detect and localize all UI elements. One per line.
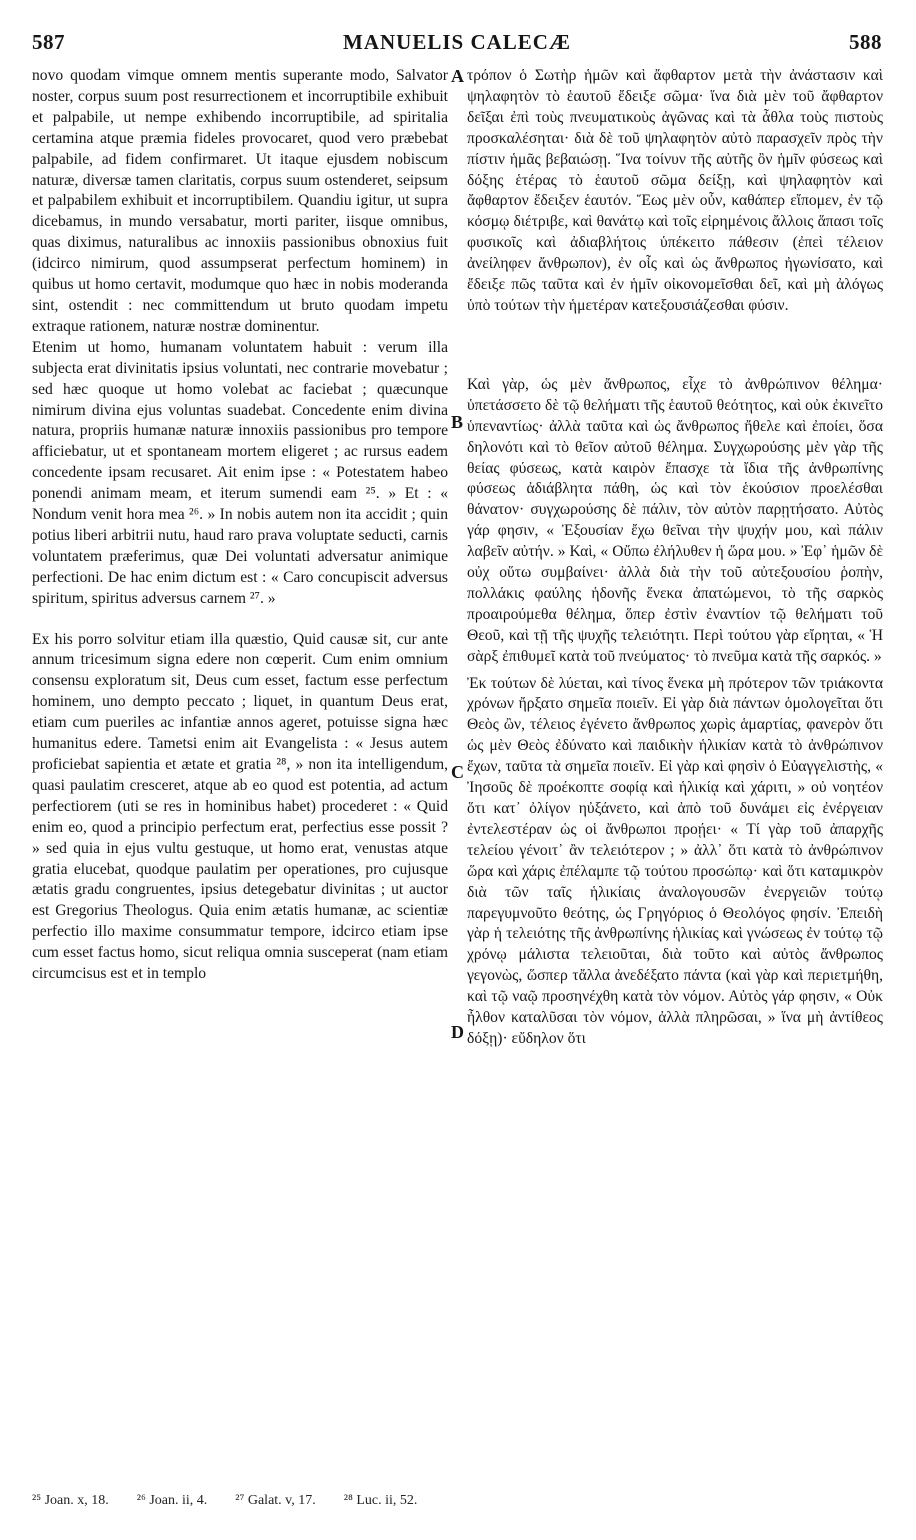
footnote: ²⁶ Joan. ii, 4. <box>136 1493 208 1508</box>
latin-paragraph: novo quodam vimque omnem mentis superante modo, Salvator noster, corpus suum post resurrectionem et incorruptibile exhibuit et palpabile, ut nempe exhibendo incorruptibile, ad spiritalia certamina atque præmia fideles provocaret, quod vero præbebat palpabile, ad fidem confirmaret. Ut itaque ejusdem nobiscum naturæ, diversæ tamen claritatis, corpus suum ostenderet, seipsum et palpabilem exhibuit et incorruptibilem. Quandiu igitur, ut supra dicebamus, in mundo versabatur, morti pariter, iisque omnibus, quas diximus, naturalibus ac innoxiis passionibus obnoxius fuit (idcirco nimirum, quod assumpserat perfectum hominem) in quibus ut homo certavit, modumque quo hæc in nobis moderanda sint, ostendit : nec committendum ut bruto quodam impetu extraque rationem, naturæ nostræ dominentur. <box>32 67 448 335</box>
footnote: ²⁷ Galat. v, 17. <box>235 1493 316 1508</box>
running-header <box>32 30 882 64</box>
greek-column <box>467 66 883 1050</box>
latin-paragraph: Ex his porro solvitur etiam illa quæstio, Quid causæ sit, cur ante annum tricesimum signa edere non cœperit. Cum enim omnium consensu exploratum sit, Deus cum esset, factum esse perfectum hominem, uno dempto peccato ; liquet, in quantum Deus erat, etiam cum pueriles ac infantiæ annos ageret, potuisse signa hæc humanitus edere. Tametsi enim ait Evangelista : « Jesus autem proficiebat sapientia et ætate et gratia ²⁸, » non ita intelligendum, quasi paulatim cresceret, atque ab eo quod est potentia, ad actum perfectiorem (uti se res in hominibus habet) procederet : « Quid enim eo, quod a principio perfectum erat, perfectius esse possit ? » sed quia in ejus vultu gestuque, ut homo erat, venustas atque gratia elucebat, quodque paulatim per operationes, pro cujusque ætatis gradu congruentes, ipsius detegebatur divinitas ; ut auctor est Gregorius Theologus. Quia enim ætatis humanæ, ac scientiæ perfectio illo maxime consummatur tempore, idcirco etiam ipse cum esset factus homo, sicut reliqua omnia susceperat (nam etiam circumcisus est et in templo <box>32 630 448 983</box>
footnotes <box>32 1493 882 1509</box>
margin-letter-d: D <box>451 1022 464 1042</box>
greek-paragraph: Ἐκ τούτων δὲ λύεται, καὶ τίνος ἕνεκα μὴ πρότερον τῶν τριάκοντα χρόνων ἤρξατο σημεῖα ποιεῖν. Εἰ γὰρ διὰ πάντων ὁμολογεῖται ὅτι Θεὸς ὢν, τέλειος ἐγένετο ἄνθρωπος χωρὶς ἁμαρτίας, φανερὸν ὅτι ὡς μὲν Θεὸς ἐδύνατο καὶ παιδικὴν ἡλικίαν κατὰ τὸ ἀνθρώπινον ἔχων, ταῦτα τὰ σημεῖα ποιεῖν. Εἰ γὰρ καὶ φησὶν ὁ Εὐαγγελιστὴς, « Ἰησοῦς δὲ προέκοπτε σοφίᾳ καὶ ἡλικίᾳ καὶ χάριτι, » οὐ νοητέον ὅτι κατ᾽ ὀλίγον ηὐξάνετο, καὶ ἀπὸ τοῦ δυνάμει εἰς ἐνέργειαν ἐντελεστέραν ὡς οἱ ἄνθρωποι προῄει· « Τί γὰρ τοῦ ἀπαρχῆς τελείου γένοιτ᾽ ἂν τελειότερον ; » ἀλλ᾽ ὅτι κατὰ τὸ ἀνθρώπινον ὥρα καὶ χάρις ἐπέλαμπε τῷ τούτου προσώπῳ· καὶ ὅτι καταμικρὸν διὰ τῶν ταῖς ἡλικίαις ἀναλογουσῶν ἐνεργειῶν τούτῳ παρεγυμνοῦτο θεότης, ὡς Γρηγόριος ὁ Θεολόγος φησίν. Ἐπειδὴ γὰρ ἡ τελειότης τῆς ἀνθρωπίνης ἡλικίας καὶ γνώσεως ἐν τούτῳ τῷ χρόνῳ μάλιστα τελειοῦται, διὰ τοῦτο καὶ αὐτὸς ἄνθρωπος γεγονὼς, ὥσπερ τἄλλα ἀνεδέξατο πάντα (καὶ γὰρ καὶ περιετμήθη, καὶ τῷ ναῷ προσηνέχθη κατὰ τὸν νόμον. Αὐτὸς γάρ φησιν, « Οὐκ ἦλθον καταλῦσαι τὸν νόμον, ἀλλὰ πληρῶσαι, » ἵνα μὴ ἀντίθεος δόξῃ)· εὔδηλον ὅτι <box>467 674 883 1047</box>
greek-paragraph: τρόπον ὁ Σωτὴρ ἡμῶν καὶ ἄφθαρτον μετὰ τὴν ἀνάστασιν καὶ ψηλαφητὸν τὸ ἑαυτοῦ ἔδειξε σῶμα· ἵνα διὰ μὲν τοῦ ἄφθαρτον δεῖξαι ἐπὶ τοὺς πνευματικοὺς ἀγῶνας καὶ τὰ ἆθλα τοὺς πιστοὺς προσκαλέσηται· διὰ δὲ τοῦ ψηλαφητὸν αὐτὸ παρασχεῖν πρὸς τὴν πίστιν ἡμᾶς βεβαιώσῃ. Ἵνα τοίνυν τῆς αὐτῆς ὂν ἡμῖν φύσεως καὶ δόξης ἑτέρας τὸ ἑαυτοῦ σῶμα δείξῃ, καὶ ψηλαφητὸν καὶ ἄφθαρτον ἔδειξεν ἑαυτόν. Ἕως μὲν οὖν, καθάπερ εἴπομεν, ἐν τῷ κόσμῳ διέτριβε, καὶ θανάτῳ καὶ τοῖς εἰρημένοις ἄλλοις ἅπασι τοῖς φυσικοῖς καὶ ἀδιαβλήτοις ὑπέκειτο πάθεσιν (ἐπεὶ τέλειον ἀνείληφεν ἄνθρωπον), ἐν οἷς καὶ ὡς ἄνθρωπος ἠγωνίσατο, καὶ ἔδειξε πῶς ταῦτα καὶ ἐν ἡμῖν οἰκονομεῖσθαι δεῖ, καὶ μὴ ἀλόγως ὑπὸ τούτων τὴν ἡμετέραν κατεξουσιάζεσθαι φύσιν. <box>467 67 883 314</box>
latin-paragraph: Etenim ut homo, humanam voluntatem habuit : verum illa subjecta erat divinitatis ipsius voluntati, nec contrarie movebatur ; sed hæc quoque ut homo volebat ac faciebat ; quæcunque nimirum divina ejus voluntas suadebat. Concedente enim divina natura, propriis humanæ naturæ innoxiis passionibus pro tempore afficiebatur, ut et spontaneam mortem eligeret ; ac rursus eadem concedente ipsam recusaret. Ait enim ipse : « Potestatem habeo ponendi animam meam, et iterum sumendi eam ²⁵. » Et : « Nondum venit hora mea ²⁶. » In nobis autem non ita accidit ; quin potius liberi arbitrii nutu, haud raro prava voluptate seducti, carnis voluntatem præferimus, quæ Dei voluntati adversatur animique perfectioni. De hac enim dictum est : « Caro concupiscit adversus spiritum, spiritus adversus carnem ²⁷. » <box>32 338 448 607</box>
footnote: ²⁵ Joan. x, 18. <box>32 1493 109 1508</box>
footnote: ²⁸ Luc. ii, 52. <box>343 1493 418 1508</box>
page-number-right: 588 <box>848 30 882 54</box>
margin-letter-a: A <box>451 66 464 86</box>
margin-letter-b: B <box>451 412 464 432</box>
greek-paragraph: Καὶ γὰρ, ὡς μὲν ἄνθρωπος, εἶχε τὸ ἀνθρώπινον θέλημα· ὑπετάσσετο δὲ τῷ θελήματι τῆς ἑαυτοῦ θεότητος, καὶ οὐκ ἐκινεῖτο ὑπεναντίως· ἀλλὰ ταῦτα καὶ ὡς ἄνθρωπος ἤθελε καὶ ἐποίει, ὅσα δηλονότι καὶ τὸ θεῖον αὐτοῦ θέλημα. Συγχωρούσης μὲν γὰρ τῆς θείας φύσεως, κατὰ καιρὸν ἔπασχε τὰ ἴδια τῆς ἀνθρωπίνης φύσεως ἀδιάβλητα πάθη, ὡς καὶ τὸν ἑκούσιον προελέσθαι θάνατον· συγχωρούσης δὲ πάλιν, τὸν αὐτὸν παρῃτήσατο. Αὐτὸς γάρ φησιν, « Ἐξουσίαν ἔχω θεῖναι τὴν ψυχήν μου, καὶ πάλιν λαβεῖν αὐτήν. » Καὶ, « Οὔπω ἐλήλυθεν ἡ ὥρα μου. » Ἐφ᾽ ἡμῶν δὲ οὐχ οὕτω συμβαίνει· ἀλλὰ διὰ τὴν τοῦ αὐτεξουσίου ῥοπὴν, πολλάκις φαύλης ἡδονῆς ἕνεκα ἀπατώμενοι, τὸ τῆς σαρκὸς προαιρούμεθα θέλημα, ὅπερ ἐστὶν ἐναντίον τῷ θελήματι τοῦ Θεοῦ, καὶ τῇ τῆς ψυχῆς τελειότητι. Περὶ τούτου γὰρ εἴρηται, « Ἡ σὰρξ ἐπιθυμεῖ κατὰ τοῦ πνεύματος· τὸ πνεῦμα κατὰ τῆς σαρκός. » <box>467 375 883 665</box>
latin-column <box>32 66 448 985</box>
margin-letter-c: C <box>451 762 464 782</box>
running-title: MANUELIS CALECÆ <box>343 30 571 54</box>
page-number-left: 587 <box>32 30 65 54</box>
